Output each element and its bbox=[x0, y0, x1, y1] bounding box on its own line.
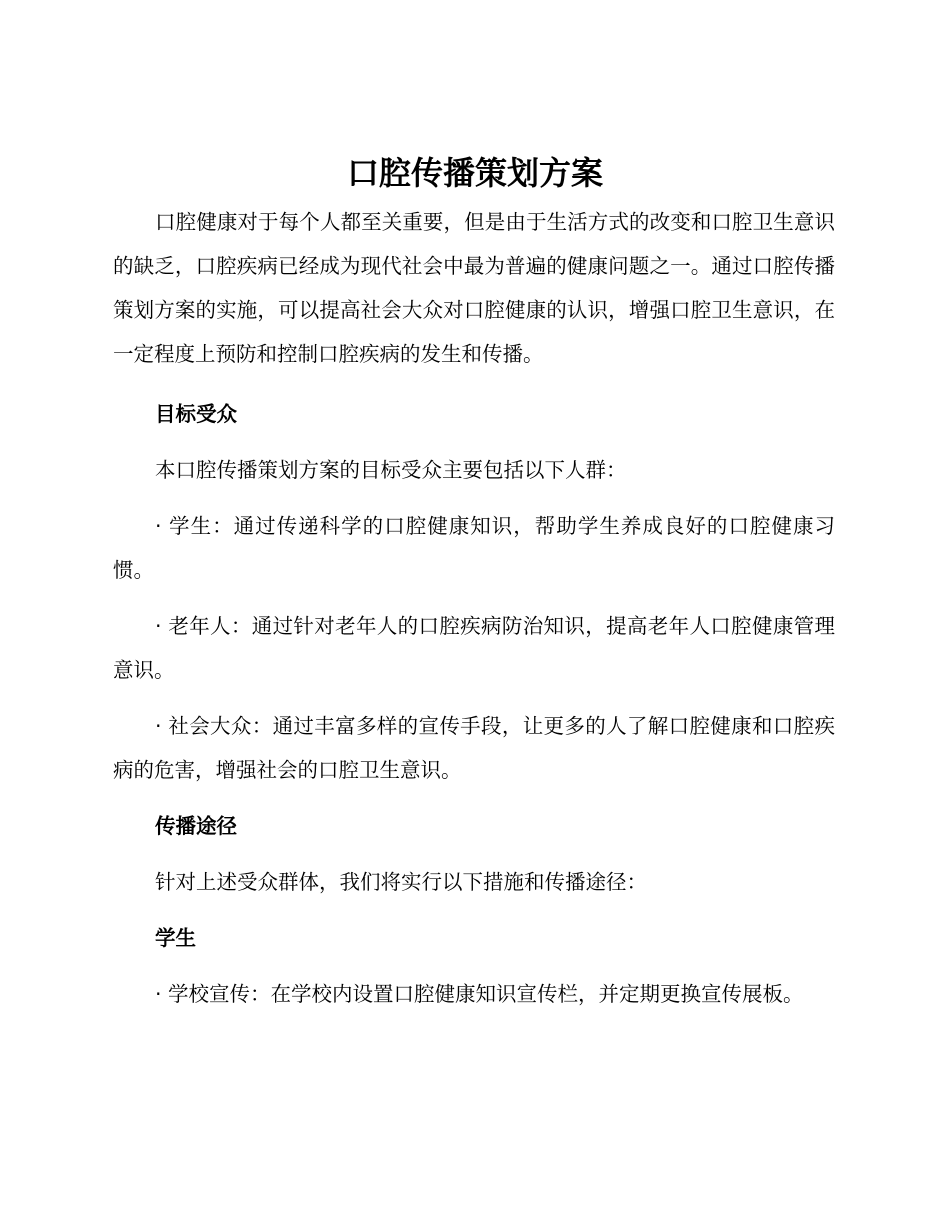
section-heading-students: 学生 bbox=[155, 926, 196, 950]
channels-lead-paragraph: 针对上述受众群体，我们将实行以下措施和传播途径： bbox=[155, 870, 647, 894]
audience-item-students: · 学生：通过传递科学的口腔健康知识，帮助学生养成良好的口腔健康习惯。 bbox=[113, 514, 835, 582]
section-heading-channels: 传播途径 bbox=[155, 814, 237, 838]
intro-paragraph: 口腔健康对于每个人都至关重要，但是由于生活方式的改变和口腔卫生意识的缺乏，口腔疾病已经成为现代社会中最为普遍的健康问题之一。通过口腔传播策划方案的实施，可以提高社会大众对口腔健康的认识，增强口腔卫生意识，在一定程度上预防和控制口腔疾病的发生和传播。 bbox=[113, 210, 835, 366]
audience-lead-paragraph: 本口腔传播策划方案的目标受众主要包括以下人群： bbox=[155, 458, 627, 482]
audience-item-elderly: · 老年人：通过针对老年人的口腔疾病防治知识，提高老年人口腔健康管理意识。 bbox=[113, 614, 835, 682]
audience-item-public: · 社会大众：通过丰富多样的宣传手段，让更多的人了解口腔健康和口腔疾病的危害，增强社会的口腔卫生意识。 bbox=[113, 714, 835, 782]
document-body bbox=[113, 200, 835, 1016]
students-item-school-promotion: · 学校宣传：在学校内设置口腔健康知识宣传栏，并定期更换宣传展板。 bbox=[155, 982, 804, 1006]
document-title: 口腔传播策划方案 bbox=[346, 154, 603, 192]
section-heading-audience: 目标受众 bbox=[155, 402, 237, 426]
